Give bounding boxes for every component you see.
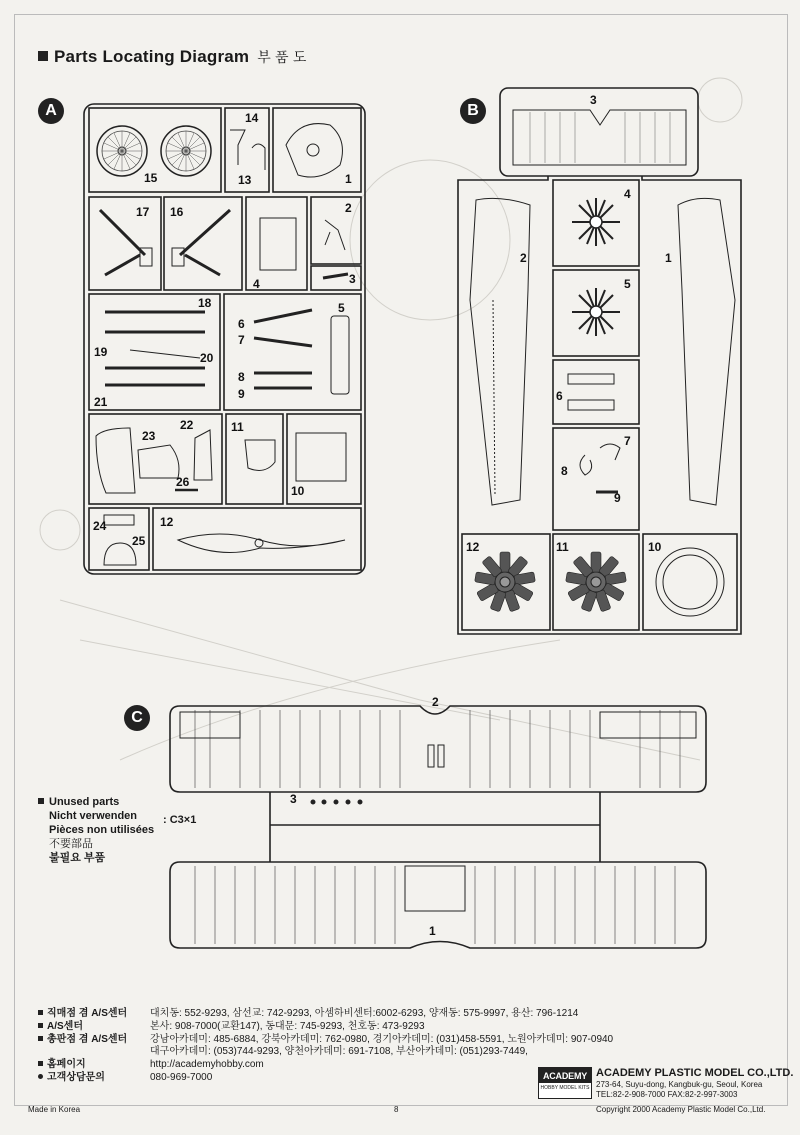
svg-text:17: 17 bbox=[136, 205, 150, 219]
sprue-a-badge: A bbox=[38, 98, 64, 124]
svg-text:1: 1 bbox=[345, 172, 352, 186]
contact-label: 홈페이지 bbox=[38, 1059, 148, 1071]
svg-text:12: 12 bbox=[466, 540, 480, 554]
svg-text:6: 6 bbox=[556, 389, 563, 403]
svg-text:7: 7 bbox=[238, 333, 245, 347]
svg-text:14: 14 bbox=[245, 111, 259, 125]
svg-text:23: 23 bbox=[142, 429, 156, 443]
contact-value: 대치동: 552-9293, 삼선교: 742-9293, 아셈하비센터:6002-6293, 양재동: 575-9997, 용산: 796-1214 bbox=[150, 1008, 579, 1019]
svg-text:22: 22 bbox=[180, 418, 194, 432]
homepage-link[interactable]: http://academyhobby.com bbox=[150, 1059, 264, 1070]
svg-text:21: 21 bbox=[94, 395, 108, 409]
contact-label: 고객상담문의 bbox=[38, 1072, 148, 1084]
unused-parts-value: : C3×1 bbox=[163, 814, 197, 826]
page-title: Parts Locating Diagram 부 품 도 bbox=[38, 47, 307, 67]
svg-text:4: 4 bbox=[253, 277, 260, 291]
svg-text:1: 1 bbox=[665, 251, 672, 265]
svg-text:2: 2 bbox=[520, 251, 527, 265]
contact-value: 080-969-7000 bbox=[150, 1072, 213, 1083]
svg-text:24: 24 bbox=[93, 519, 107, 533]
svg-text:20: 20 bbox=[200, 351, 214, 365]
svg-text:4: 4 bbox=[624, 187, 631, 201]
svg-text:5: 5 bbox=[338, 301, 345, 315]
sprue-c-frame bbox=[170, 706, 706, 948]
svg-text:8: 8 bbox=[238, 370, 245, 384]
svg-text:3: 3 bbox=[290, 792, 297, 806]
made-in-label: Made in Korea bbox=[28, 1105, 81, 1114]
contact-label: 총판점 겸 A/S센터 bbox=[38, 1034, 148, 1046]
svg-text:25: 25 bbox=[132, 534, 146, 548]
svg-text:6: 6 bbox=[238, 317, 245, 331]
svg-text:2: 2 bbox=[345, 201, 352, 215]
contact-value: 대구아카데미: (053)744-9293, 양천아카데미: 691-7108, 부산아카데미: (051)293-7449, bbox=[150, 1046, 528, 1057]
page-number: 8 bbox=[394, 1105, 399, 1114]
contact-label: 직매점 겸 A/S센터 bbox=[38, 1008, 148, 1020]
sprue-b-badge: B bbox=[460, 98, 486, 124]
svg-text:10: 10 bbox=[291, 484, 305, 498]
svg-text:15: 15 bbox=[144, 171, 158, 185]
svg-text:3: 3 bbox=[590, 93, 597, 107]
contact-label: A/S센터 bbox=[38, 1021, 148, 1033]
svg-text:10: 10 bbox=[648, 540, 662, 554]
contact-value: 강남아카데미: 485-6884, 강북아카데미: 762-0980, 경기아카데미: (031)458-5591, 노원아카데미: 907-0940 bbox=[150, 1034, 614, 1045]
sprue-a-frame bbox=[84, 104, 365, 574]
bullet-square bbox=[38, 798, 44, 804]
unused-parts-note: Unused parts Nicht verwenden Pièces non utilisées 不要部品 불필요 부품 bbox=[38, 795, 154, 865]
svg-text:7: 7 bbox=[624, 434, 631, 448]
company-info: ACADEMY PLASTIC MODEL CO.,LTD. 273-64, Suyu-dong, Kangbuk-gu, Seoul, Korea TEL:82-2-908-7000 FAX:82-2-997-3003 bbox=[596, 1067, 794, 1099]
svg-text:16: 16 bbox=[170, 205, 184, 219]
sprue-c-labels bbox=[290, 695, 439, 938]
svg-text:12: 12 bbox=[160, 515, 174, 529]
svg-text:13: 13 bbox=[238, 173, 252, 187]
sprue-b-labels bbox=[466, 93, 672, 554]
academy-logo: ACADEMY HOBBY MODEL KITS bbox=[538, 1067, 592, 1099]
svg-text:1: 1 bbox=[429, 924, 436, 938]
copyright: Copyright 2000 Academy Plastic Model Co.,Ltd. bbox=[596, 1105, 766, 1114]
contact-value: 본사: 908-7000(교환147), 동대문: 745-9293, 천호동: 473-9293 bbox=[150, 1021, 425, 1032]
svg-text:11: 11 bbox=[556, 540, 569, 554]
svg-text:3: 3 bbox=[349, 272, 356, 286]
svg-text:9: 9 bbox=[614, 491, 621, 505]
svg-text:2: 2 bbox=[432, 695, 439, 709]
svg-text:26: 26 bbox=[176, 475, 190, 489]
svg-text:19: 19 bbox=[94, 345, 108, 359]
svg-text:11: 11 bbox=[231, 420, 244, 434]
svg-text:5: 5 bbox=[624, 277, 631, 291]
svg-text:18: 18 bbox=[198, 296, 212, 310]
svg-text:9: 9 bbox=[238, 387, 245, 401]
svg-text:8: 8 bbox=[561, 464, 568, 478]
sprue-c-badge: C bbox=[124, 705, 150, 731]
